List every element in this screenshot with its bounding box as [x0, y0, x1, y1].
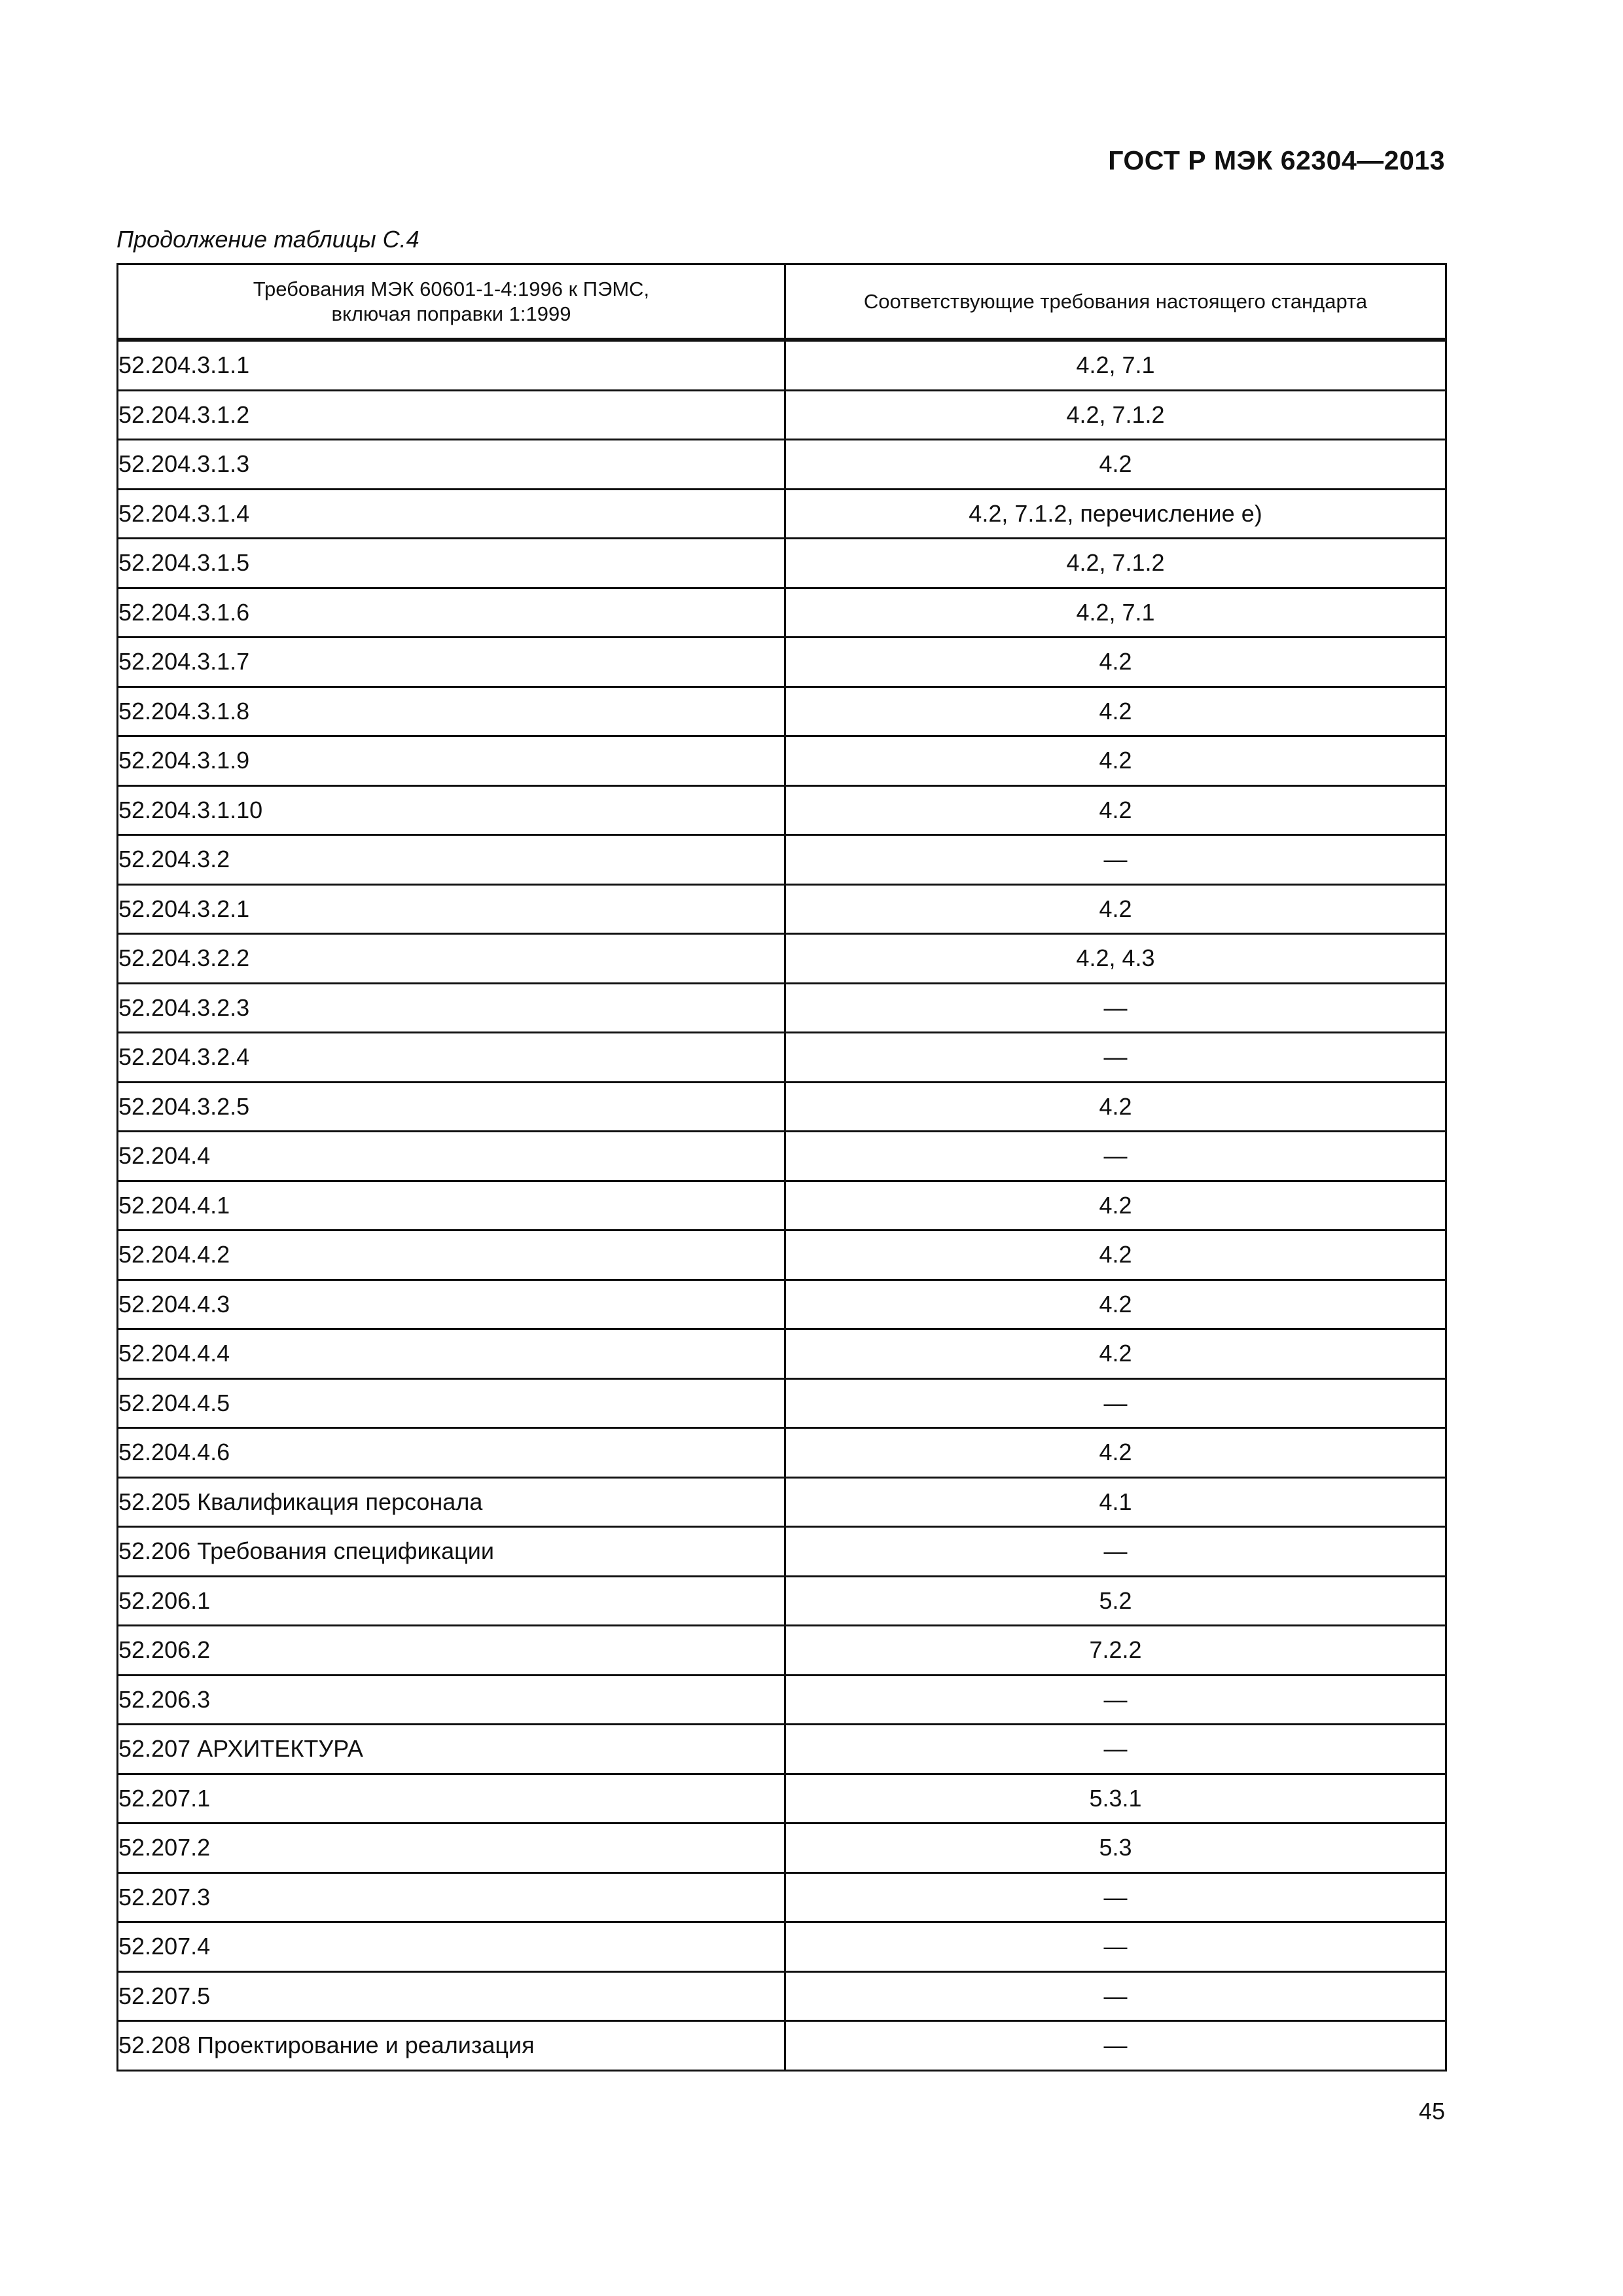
iec-clause-cell: 52.204.3.2.2: [118, 934, 785, 984]
standard-clause-cell: 4.2: [785, 1082, 1446, 1132]
standard-clause-cell: 4.2: [785, 785, 1446, 835]
table-body: [118, 340, 1446, 2070]
table-row: [118, 1181, 1446, 1230]
standard-clause-cell: —: [785, 1378, 1446, 1428]
iec-clause-cell: 52.207.5: [118, 1971, 785, 2021]
standard-clause-cell: —: [785, 1132, 1446, 1181]
iec-clause-cell: 52.207.4: [118, 1922, 785, 1972]
table-row: [118, 1477, 1446, 1527]
header-standard-requirements: [785, 264, 1446, 340]
iec-clause-cell: 52.204.3.1.9: [118, 736, 785, 786]
header-line: включая поправки 1:1999: [331, 302, 571, 325]
table-row: [118, 1971, 1446, 2021]
table-row: [118, 1033, 1446, 1083]
standard-clause-cell: —: [785, 983, 1446, 1033]
table-row: [118, 1428, 1446, 1478]
iec-clause-cell: 52.204.3.2.5: [118, 1082, 785, 1132]
table-row: [118, 588, 1446, 637]
iec-clause-cell: 52.204.3.1.4: [118, 489, 785, 539]
standard-clause-cell: 4.2, 4.3: [785, 934, 1446, 984]
standard-clause-cell: 4.2: [785, 736, 1446, 786]
header-line: Требования МЭК 60601-1-4:1996 к ПЭМС,: [253, 277, 650, 300]
table-row: [118, 340, 1446, 390]
table-row: [118, 687, 1446, 736]
header-iec-requirements: [118, 264, 785, 340]
table-row: [118, 539, 1446, 588]
standard-clause-cell: 4.2: [785, 1181, 1446, 1230]
table-row: [118, 785, 1446, 835]
standard-clause-cell: 7.2.2: [785, 1626, 1446, 1676]
iec-clause-cell: 52.204.3.2: [118, 835, 785, 885]
iec-clause-cell: 52.204.3.1.8: [118, 687, 785, 736]
standard-clause-cell: 5.3.1: [785, 1774, 1446, 1823]
standard-clause-cell: —: [785, 1033, 1446, 1083]
iec-clause-cell: 52.206.2: [118, 1626, 785, 1676]
table-row: [118, 1922, 1446, 1972]
standard-clause-cell: —: [785, 1922, 1446, 1972]
table-row: [118, 1132, 1446, 1181]
table-row: [118, 736, 1446, 786]
table-row: [118, 1378, 1446, 1428]
standard-clause-cell: 4.2: [785, 1428, 1446, 1478]
standard-clause-cell: 4.2, 7.1.2: [785, 539, 1446, 588]
table-row: [118, 1082, 1446, 1132]
table-header-row: [118, 264, 1446, 340]
iec-clause-cell: 52.208 Проектирование и реализация: [118, 2021, 785, 2071]
table-row: [118, 1626, 1446, 1676]
standard-clause-cell: 4.2: [785, 440, 1446, 490]
standard-clause-cell: —: [785, 1527, 1446, 1577]
iec-clause-cell: 52.207.1: [118, 1774, 785, 1823]
standard-clause-cell: 4.2: [785, 1280, 1446, 1329]
standard-clause-cell: 4.2: [785, 1329, 1446, 1379]
iec-clause-cell: 52.204.4.2: [118, 1230, 785, 1280]
iec-clause-cell: 52.204.4.3: [118, 1280, 785, 1329]
iec-clause-cell: 52.206 Требования спецификации: [118, 1527, 785, 1577]
table-row: [118, 884, 1446, 934]
iec-clause-cell: 52.204.3.1.10: [118, 785, 785, 835]
standard-clause-cell: —: [785, 1873, 1446, 1922]
iec-clause-cell: 52.204.3.1.5: [118, 539, 785, 588]
iec-clause-cell: 52.204.3.1.2: [118, 390, 785, 440]
table-row: [118, 1675, 1446, 1725]
standard-clause-cell: 5.2: [785, 1576, 1446, 1626]
table-row: [118, 1823, 1446, 1873]
table-row: [118, 489, 1446, 539]
iec-clause-cell: 52.207.2: [118, 1823, 785, 1873]
iec-clause-cell: 52.204.4.6: [118, 1428, 785, 1478]
table-row: [118, 1527, 1446, 1577]
table-row: [118, 1576, 1446, 1626]
iec-clause-cell: 52.204.3.2.1: [118, 884, 785, 934]
table-row: [118, 835, 1446, 885]
standard-clause-cell: —: [785, 835, 1446, 885]
iec-clause-cell: 52.207 АРХИТЕКТУРА: [118, 1725, 785, 1774]
standard-clause-cell: —: [785, 1971, 1446, 2021]
standard-clause-cell: 4.2: [785, 637, 1446, 687]
table-row: [118, 1774, 1446, 1823]
iec-clause-cell: 52.204.4.1: [118, 1181, 785, 1230]
page-number: 45: [1418, 2098, 1445, 2125]
standard-clause-cell: 4.2: [785, 884, 1446, 934]
iec-clause-cell: 52.204.3.2.3: [118, 983, 785, 1033]
table-caption: Продолжение таблицы С.4: [116, 226, 419, 253]
iec-clause-cell: 52.207.3: [118, 1873, 785, 1922]
iec-clause-cell: 52.206.1: [118, 1576, 785, 1626]
requirements-table: [116, 263, 1447, 2072]
iec-clause-cell: 52.204.4: [118, 1132, 785, 1181]
standard-clause-cell: 4.2, 7.1.2: [785, 390, 1446, 440]
iec-clause-cell: 52.204.4.5: [118, 1378, 785, 1428]
standard-clause-cell: 5.3: [785, 1823, 1446, 1873]
table-row: [118, 440, 1446, 490]
table-row: [118, 637, 1446, 687]
table-row: [118, 934, 1446, 984]
table-row: [118, 1230, 1446, 1280]
table-row: [118, 1280, 1446, 1329]
standard-clause-cell: 4.2: [785, 687, 1446, 736]
iec-clause-cell: 52.204.3.1.3: [118, 440, 785, 490]
standard-clause-cell: 4.2: [785, 1230, 1446, 1280]
table-row: [118, 390, 1446, 440]
document-code: ГОСТ Р МЭК 62304—2013: [1108, 145, 1445, 175]
standard-clause-cell: —: [785, 2021, 1446, 2071]
iec-clause-cell: 52.206.3: [118, 1675, 785, 1725]
iec-clause-cell: 52.204.3.1.1: [118, 340, 785, 390]
iec-clause-cell: 52.204.3.2.4: [118, 1033, 785, 1083]
standard-clause-cell: —: [785, 1675, 1446, 1725]
table-row: [118, 1725, 1446, 1774]
standard-clause-cell: 4.2, 7.1.2, перечисление e): [785, 489, 1446, 539]
standard-clause-cell: —: [785, 1725, 1446, 1774]
table-row: [118, 983, 1446, 1033]
table-row: [118, 1873, 1446, 1922]
standard-clause-cell: 4.1: [785, 1477, 1446, 1527]
iec-clause-cell: 52.204.3.1.6: [118, 588, 785, 637]
header-line: Соответствующие требования настоящего стандарта: [863, 289, 1368, 313]
iec-clause-cell: 52.205 Квалификация персонала: [118, 1477, 785, 1527]
table-row: [118, 1329, 1446, 1379]
iec-clause-cell: 52.204.4.4: [118, 1329, 785, 1379]
standard-clause-cell: 4.2, 7.1: [785, 588, 1446, 637]
standard-clause-cell: 4.2, 7.1: [785, 340, 1446, 390]
iec-clause-cell: 52.204.3.1.7: [118, 637, 785, 687]
table-row: [118, 2021, 1446, 2071]
